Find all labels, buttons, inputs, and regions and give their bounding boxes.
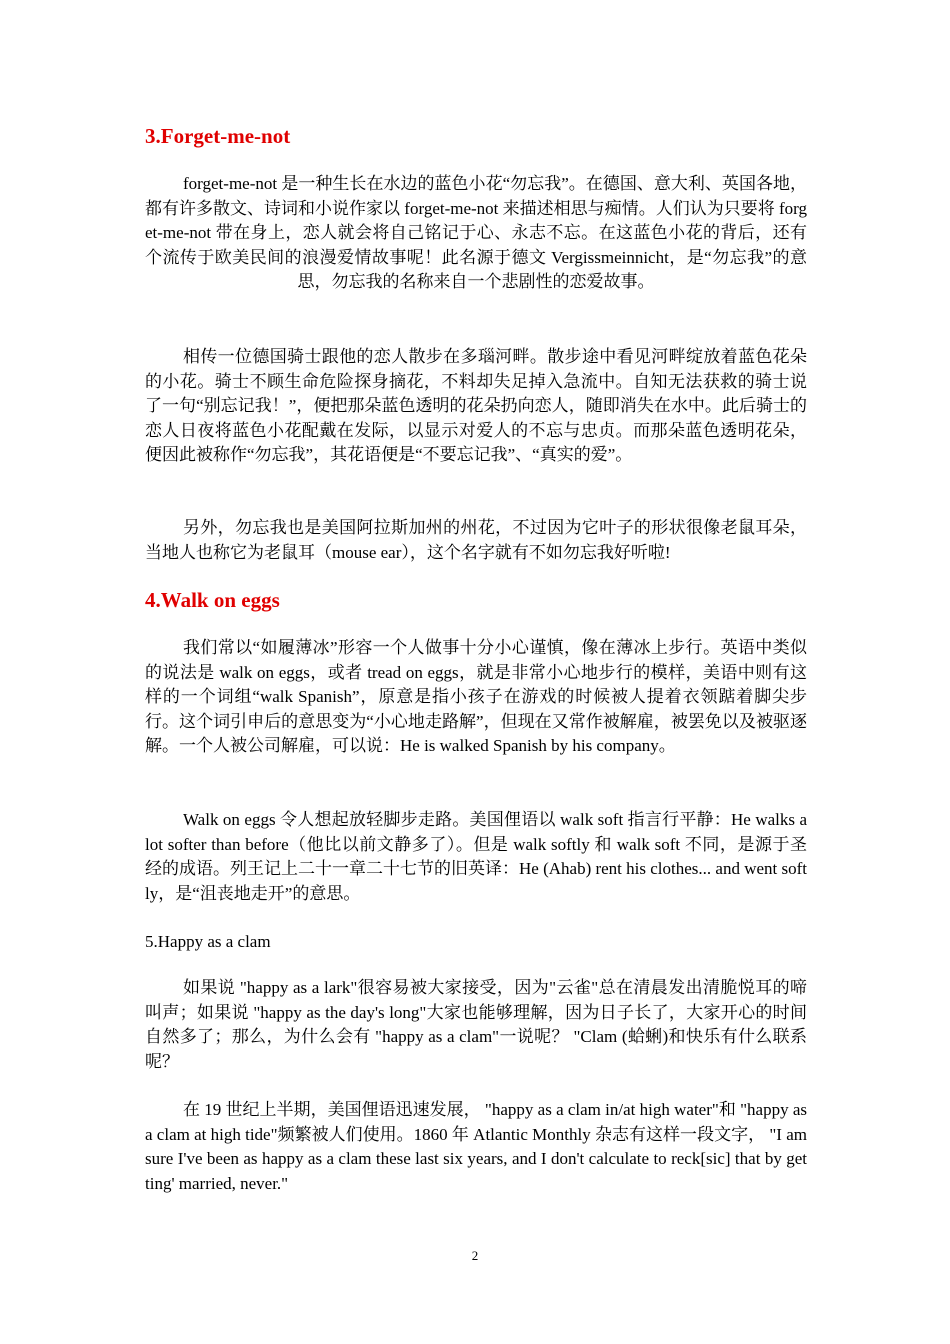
paragraph-walk-on-eggs-intro: 我们常以“如履薄冰”形容一个人做事十分小心谨慎，像在薄冰上步行。英语中类似的说法是 walk on eggs，或者 tread on eggs，就是非常小心地步行的模样，美语中则有这样的一个词组“walk Spanish”，原意是指小孩子在游戏的时候被人提着衣领踮着脚尖步行。这个词引申后的意思变为“小心地走路解”，但现在又常作被解雇，被罢免以及被驱逐解。一个人被公司解雇，可以说：He is walked Spanish by his company。 bbox=[145, 638, 807, 756]
page-number: 2 bbox=[471, 1248, 479, 1263]
paragraph-forget-me-not-intro: forget-me-not 是一种生长在水边的蓝色小花“勿忘我”。在德国、意大利、英国各地，都有许多散文、诗词和小说作家以 forget-me-not 来描述相思与痴情。人们认为只要将 forget-me-not 带在身上，恋人就会将自己铭记于心、永志不忘。在这蓝色小花的背后，还有个流传于欧美民间的浪漫爱情故事呢！此名源于德文 Vergissmeinnicht，是“勿忘我”的意思，勿忘我的名称来自一个悲剧性的恋爱故事。 bbox=[145, 174, 807, 292]
paragraph-forget-me-not-alaska: 另外，勿忘我也是美国阿拉斯加州的州花，不过因为它叶子的形状很像老鼠耳朵，当地人也称它为老鼠耳（mouse ear），这个名字就有不如勿忘我好听啦! bbox=[145, 518, 807, 562]
paragraph-happy-as-a-clam-intro: 如果说 "happy as a lark"很容易被大家接受，因为"云雀"总在清晨发出清脆悦耳的啼叫声；如果说 "happy as the day's long"大家也能够理解，因为日子长了，大家开心的时间自然多了；那么，为什么会有 "happy as a clam"一说呢？ "Clam (蛤蜊)和快乐有什么联系呢？ bbox=[145, 978, 807, 1071]
section-heading-walk-on-eggs: 4.Walk on eggs bbox=[145, 588, 280, 612]
paragraph-walk-soft: Walk on eggs 令人想起放轻脚步走路。美国俚语以 walk soft 指言行平静：He walks a lot softer than before（他比以前文静多了）。但是 walk softly 和 walk soft 不同，是源于圣经的成语。列王记上二十一章二十七节的旧英译：He (Ahab) rent his clothes... and went softly，是“沮丧地走开”的意思。 bbox=[145, 810, 807, 903]
section-heading-forget-me-not: 3.Forget-me-not bbox=[145, 124, 291, 148]
paragraph-forget-me-not-legend: 相传一位德国骑士跟他的恋人散步在多瑙河畔。散步途中看见河畔绽放着蓝色花朵的小花。骑士不顾生命危险探身摘花，不料却失足掉入急流中。自知无法获救的骑士说了一句“别忘记我！”，便把那朵蓝色透明的花朵扔向恋人，随即消失在水中。此后骑士的恋人日夜将蓝色小花配戴在发际，以显示对爱人的不忘与忠贞。而那朵蓝色透明花朵，便因此被称作“勿忘我”，其花语便是“不要忘记我”、“真实的爱”。 bbox=[145, 347, 807, 465]
paragraph-happy-as-a-clam-history: 在 19 世纪上半期，美国俚语迅速发展， "happy as a clam in/at high water"和 "happy as a clam at high tide"频繁被人们使用。1860 年 Atlantic Monthly 杂志有这样一段文字， "I am sure I've been as happy as a clam these last six years, and I don't calculate to reck[sic] that by getting' married, never." bbox=[145, 1100, 807, 1193]
section-heading-happy-as-a-clam: 5.Happy as a clam bbox=[145, 932, 271, 951]
